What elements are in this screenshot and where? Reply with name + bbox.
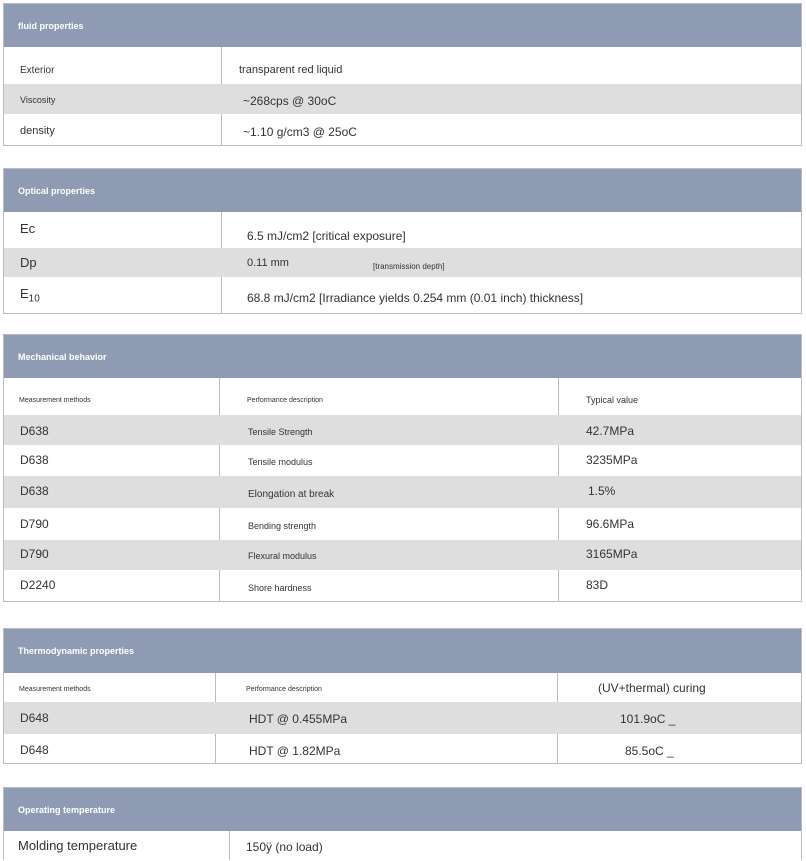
value-cell: 83D — [586, 578, 609, 592]
method-cell: D2240 — [20, 578, 56, 592]
column-header-method: Measurement methods — [19, 686, 91, 693]
column-header-method: Measurement methods — [19, 397, 91, 404]
row-label: Dp — [20, 255, 37, 270]
value-cell: 85.5oC _ — [625, 744, 674, 758]
table-row — [4, 248, 801, 277]
mechanical-behavior-header — [4, 335, 801, 378]
row-note: [transmission depth] — [373, 262, 445, 271]
optical-properties-title: Optical properties — [18, 185, 96, 196]
table-row — [4, 47, 801, 84]
description-cell: Bending strength — [248, 521, 317, 531]
value-cell: 1.5% — [588, 484, 616, 498]
value-cell: 3235MPa — [586, 453, 638, 467]
description-cell: HDT @ 0.455MPa — [249, 712, 347, 726]
description-cell: Flexural modulus — [248, 551, 317, 561]
mechanical-behavior-table — [3, 334, 802, 602]
table-row — [4, 445, 801, 476]
method-cell: D790 — [20, 547, 49, 561]
fluid-properties-table — [3, 3, 802, 146]
fluid-properties-title: fluid properties — [18, 20, 84, 31]
table-row — [4, 277, 801, 313]
row-value: 0.11 mm — [247, 257, 289, 269]
description-cell: Shore hardness — [248, 583, 312, 593]
row-label: Ec — [20, 221, 36, 236]
row-label: Molding temperature — [18, 838, 138, 853]
row-label-subscript: 10 — [28, 293, 40, 305]
column-header-description: Performance description — [247, 397, 323, 404]
operating-temperature-table — [3, 787, 802, 860]
table-row — [4, 540, 801, 570]
thermodynamic-properties-header — [4, 629, 801, 673]
row-value: 6.5 mJ/cm2 [critical exposure] — [247, 229, 406, 243]
row-value: ~1.10 g/cm3 @ 25oC — [243, 125, 357, 139]
description-cell: HDT @ 1.82MPa — [249, 744, 341, 758]
table-row — [4, 508, 801, 540]
column-header-value: (UV+thermal) curing — [598, 681, 706, 695]
optical-properties-header — [4, 169, 801, 212]
table-row — [4, 734, 801, 765]
row-value: transparent red liquid — [239, 64, 343, 76]
method-cell: D638 — [20, 453, 49, 467]
row-label: density — [20, 125, 55, 137]
method-cell: D648 — [20, 711, 49, 725]
value-cell: 3165MPa — [586, 547, 638, 561]
value-cell: 42.7MPa — [586, 424, 635, 438]
table-row — [4, 570, 801, 602]
method-cell: D638 — [20, 424, 49, 438]
row-label — [20, 286, 40, 305]
table-header-row — [4, 378, 801, 415]
table-row — [4, 114, 801, 145]
method-cell: D648 — [20, 743, 49, 757]
method-cell: D790 — [20, 517, 49, 531]
value-cell: 96.6MPa — [586, 517, 635, 531]
row-value: 150ÿ (no load) — [246, 840, 323, 854]
table-row — [4, 212, 801, 248]
table-row — [4, 415, 801, 445]
table-row — [4, 476, 801, 508]
thermodynamic-properties-table — [3, 628, 802, 764]
row-label-main: E — [20, 286, 29, 301]
optical-properties-table — [3, 168, 802, 314]
table-row — [4, 84, 801, 114]
column-header-value: Typical value — [586, 395, 639, 405]
row-label: Exterior — [20, 65, 55, 76]
thermodynamic-properties-title: Thermodynamic properties — [18, 646, 135, 656]
table-row — [4, 831, 801, 861]
description-cell: Elongation at break — [248, 489, 335, 500]
value-cell: 101.9oC _ — [620, 712, 676, 726]
method-cell: D638 — [20, 484, 49, 498]
description-cell: Tensile modulus — [248, 457, 313, 467]
description-cell: Tensile Strength — [248, 427, 313, 437]
row-value: ~268cps @ 30oC — [243, 94, 337, 108]
table-row — [4, 702, 801, 734]
operating-temperature-title: Operating temperature — [18, 804, 116, 815]
mechanical-behavior-title: Mechanical behavior — [18, 351, 107, 362]
operating-temperature-header — [4, 788, 801, 831]
table-header-row — [4, 673, 801, 702]
column-header-description: Performance description — [246, 686, 322, 693]
row-value: 68.8 mJ/cm2 [Irradiance yields 0.254 mm (0.01 inch) thickness] — [247, 291, 584, 305]
fluid-properties-header — [4, 4, 801, 47]
row-label: Viscosity — [20, 95, 56, 105]
